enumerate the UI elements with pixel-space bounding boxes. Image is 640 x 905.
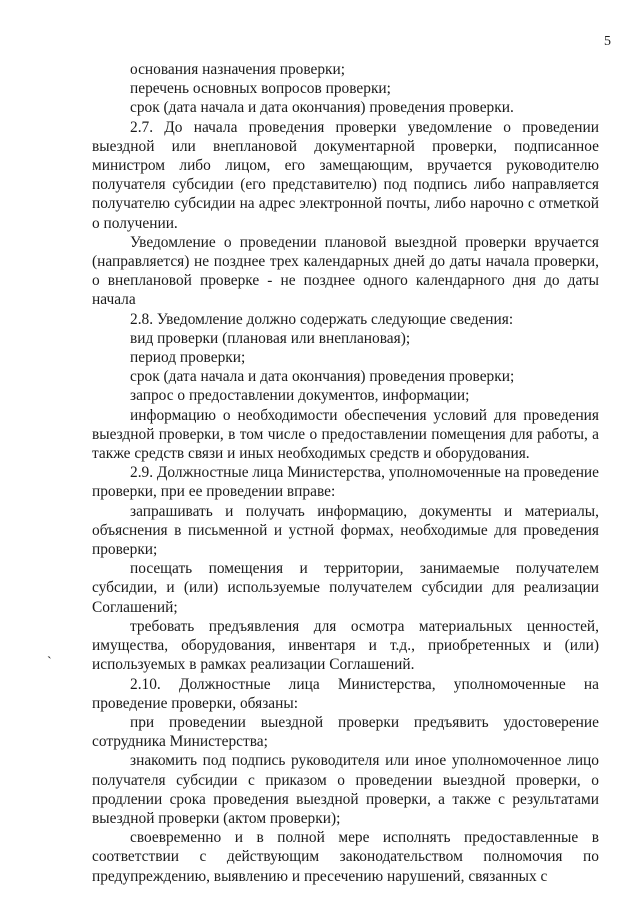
paragraph: период проверки;	[130, 349, 246, 367]
paragraph: 2.9. Должностные лица Министерства, уполномоченные на проведение проверки, при ее проведении вправе:	[92, 464, 599, 501]
paragraph: своевременно и в полной мере исполнять предоставленные в соответствии с действующим законодательством полномочия по предупреждению, выявлению и пресечению нарушений, связанных с	[92, 829, 599, 885]
paragraph: срок (дата начала и дата окончания) проведения проверки.	[130, 99, 514, 117]
paragraph: при проведении выездной проверки предъявить удостоверение сотрудника Министерства;	[92, 713, 599, 751]
paragraph: требовать предъявления для осмотра материальных ценностей, имущества, оборудования, инвентаря и т.д., приобретенных и (или) используемых в рамках реализации Соглашений.	[92, 617, 599, 674]
paragraph: 2.7. До начала проведения проверки уведомление о проведении выездной или внеплановой документарной проверки, подписанное министром либо лицом, его замещающим, вручается руководителю получателя субсидии (его представителю) под подпись либо направляется получателю субсидии на адрес электронной почты, либо нарочно с отметкой о получении.	[92, 118, 599, 232]
paragraph: 2.10. Должностные лица Министерства, уполномоченные на проведение проверки, обязаны:	[92, 675, 599, 712]
paragraph: вид проверки (плановая или внеплановая);	[130, 329, 411, 347]
paragraph: запрос о предоставлении документов, информации;	[130, 387, 470, 405]
page-number: 5	[604, 34, 611, 49]
paragraph: знакомить под подпись руководителя или иное уполномоченное лицо получателя субсидии с приказом о проведении выездной проверки, о продлении срока проведения выездной проверки, а также с результатами выездной проверки (актом проверки);	[92, 752, 599, 827]
margin-mark: `	[47, 655, 52, 670]
paragraph: основания назначения проверки;	[130, 61, 346, 78]
paragraph: Уведомление о проведении плановой выездной проверки вручается (направляется) не позднее трех календарных дней до даты начала проверки, о внеплановой проверке - не позднее одного календарного дня до даты начала	[92, 233, 599, 309]
paragraph: перечень основных вопросов проверки;	[130, 80, 391, 98]
paragraph: 2.8. Уведомление должно содержать следующие сведения:	[130, 310, 514, 328]
paragraph: посещать помещения и территории, занимаемые получателем субсидии, и (или) используемые получателем субсидии для реализации Соглашений;	[92, 560, 599, 616]
paragraph: запрашивать и получать информацию, документы и материалы, объяснения в письменной и устной формах, необходимые для проведения проверки;	[92, 502, 599, 559]
paragraph: информацию о необходимости обеспечения условий для проведения выездной проверки, в том числе о предоставлении помещения для работы, а также средств связи и иных необходимых средств и оборудования.	[92, 406, 599, 463]
paragraph: срок (дата начала и дата окончания) проведения проверки;	[130, 368, 515, 386]
document-body	[92, 60, 599, 886]
